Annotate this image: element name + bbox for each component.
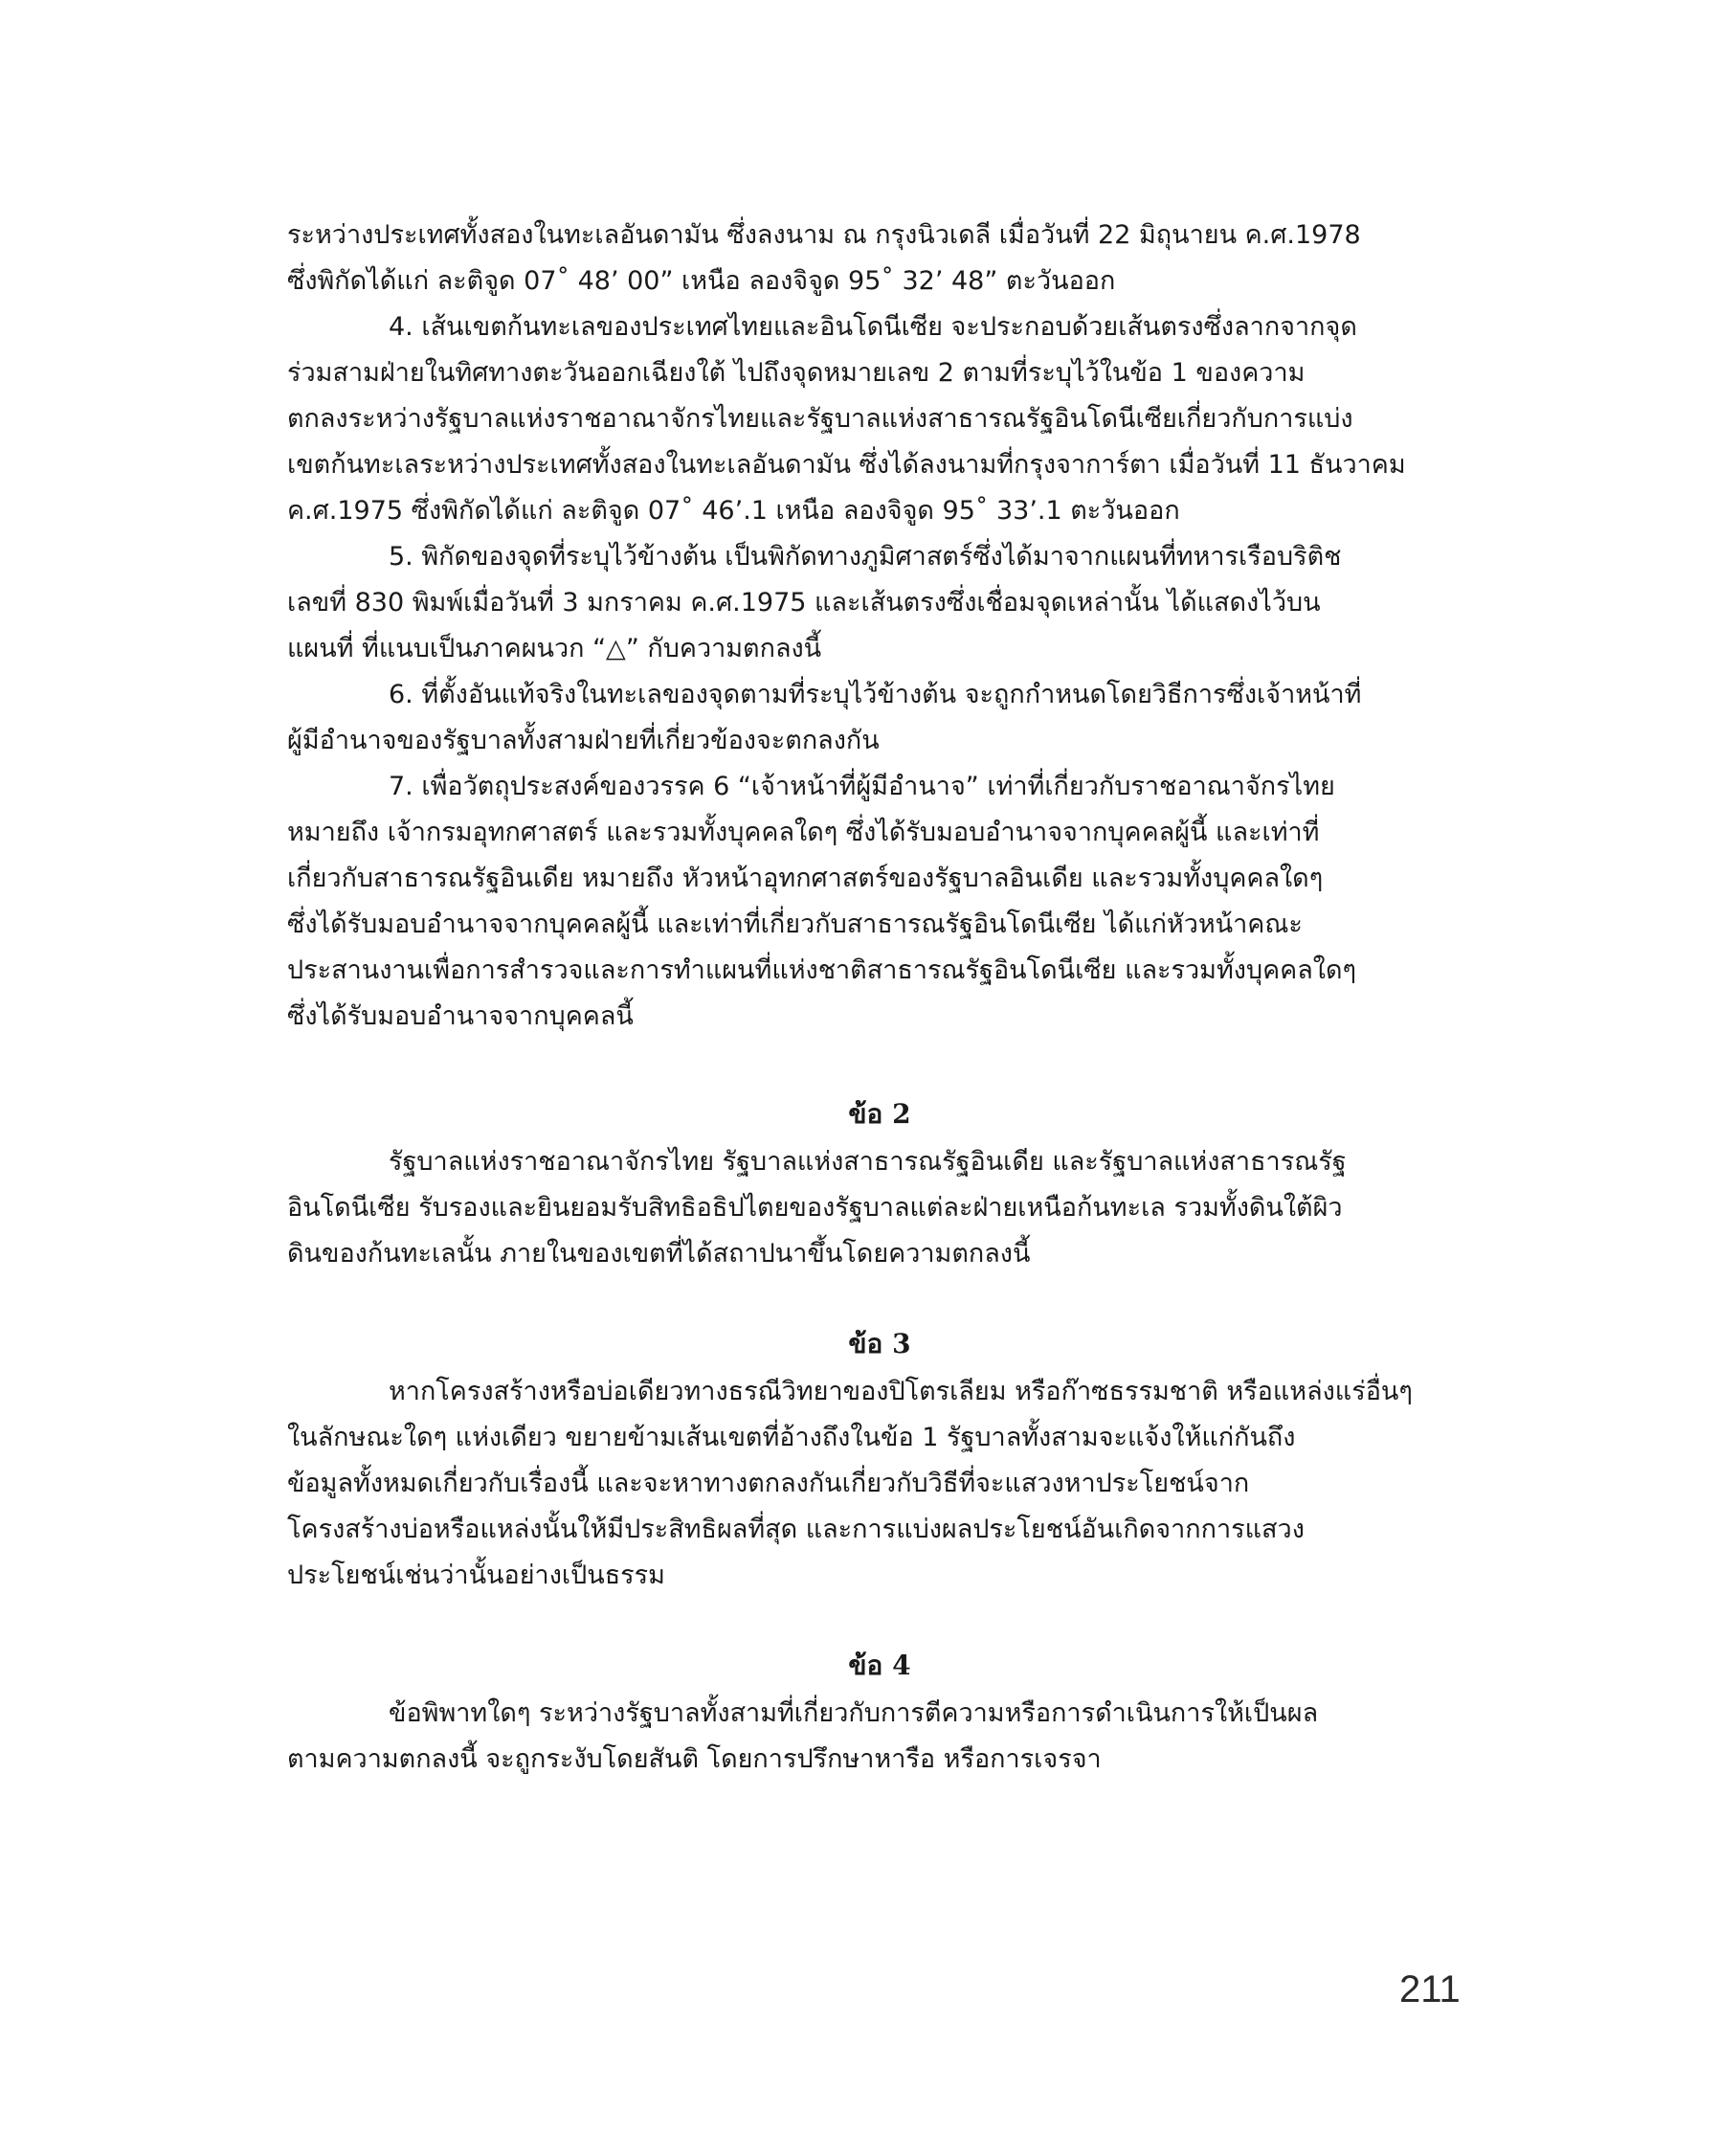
paragraph-7 [287, 764, 1472, 1040]
text-line: เกี่ยวกับสาธารณรัฐอินเดีย หมายถึง หัวหน้าอุทกศาสตร์ของรัฐบาลอินเดีย และรวมทั้งบุคคลใดๆ [287, 864, 1324, 893]
text-line: ระหว่างประเทศทั้งสองในทะเลอันดามัน ซึ่งลงนาม ณ กรุงนิวเดลี เมื่อวันที่ 22 มิถุนายน ค.ศ.1978 [287, 220, 1361, 250]
text-line: ข้อมูลทั้งหมดเกี่ยวกับเรื่องนี้ และจะหาทางตกลงกันเกี่ยวกับวิธีที่จะแสวงหาประโยชน์จาก [287, 1469, 1250, 1498]
paragraph-5 [287, 534, 1472, 672]
text-line: ประโยชน์เช่นว่านั้นอย่างเป็นธรรม [287, 1561, 665, 1590]
text-line: โครงสร้างบ่อหรือแหล่งนั้นให้มีประสิทธิผลที่สุด และการแบ่งผลประโยชน์อันเกิดจากการแสวง [287, 1515, 1305, 1544]
article-4-heading: ข้อ 4 [848, 1650, 911, 1681]
paragraph-4 [287, 304, 1472, 534]
article-2-paragraph [287, 1139, 1472, 1277]
text-line: หากโครงสร้างหรือบ่อเดียวทางธรณีวิทยาของปิโตรเลียม หรือก๊าซธรรมชาติ หรือแหล่งแร่อื่นๆ [389, 1377, 1413, 1406]
text-line: เขตก้นทะเลระหว่างประเทศทั้งสองในทะเลอันดามัน ซึ่งได้ลงนามที่กรุงจาการ์ตา เมื่อวันที่ 11 ธันวาคม [287, 450, 1406, 480]
text-line: เลขที่ 830 พิมพ์เมื่อวันที่ 3 มกราคม ค.ศ.1975 และเส้นตรงซึ่งเชื่อมจุดเหล่านั้น ได้แสดงไว้บน [287, 588, 1321, 618]
text-line: ตามความตกลงนี้ จะถูกระงับโดยสันติ โดยการปรึกษาหารือ หรือการเจรจา [287, 1744, 1102, 1774]
text-line: ค.ศ.1975 ซึ่งพิกัดได้แก่ ละติจูด 07˚ 46’.1 เหนือ ลองจิจูด 95˚ 33’.1 ตะวันออก [287, 496, 1180, 526]
text-line: ผู้มีอำนาจของรัฐบาลทั้งสามฝ่ายที่เกี่ยวข้องจะตกลงกัน [287, 726, 880, 755]
text-line: ดินของก้นทะเลนั้น ภายในของเขตที่ได้สถาปนาขึ้นโดยความตกลงนี้ [287, 1239, 1031, 1269]
article-3-paragraph [287, 1369, 1472, 1599]
text-line: รัฐบาลแห่งราชอาณาจักรไทย รัฐบาลแห่งสาธารณรัฐอินเดีย และรัฐบาลแห่งสาธารณรัฐ [389, 1147, 1347, 1177]
text-line: ประสานงานเพื่อการสำรวจและการทำแผนที่แห่งชาติสาธารณรัฐอินโดนีเซีย และรวมทั้งบุคคลใดๆ [287, 955, 1356, 985]
article-4-paragraph [287, 1691, 1472, 1783]
article-3-heading: ข้อ 3 [848, 1328, 911, 1359]
text-line: ซึ่งพิกัดได้แก่ ละติจูด 07˚ 48’ 00” เหนือ ลองจิจูด 95˚ 32’ 48” ตะวันออก [287, 266, 1116, 296]
page-number: 211 [1399, 1968, 1461, 2010]
text-line: 6. ที่ตั้งอันแท้จริงในทะเลของจุดตามที่ระบุไว้ข้างต้น จะถูกกำหนดโดยวิธีการซึ่งเจ้าหน้าที่ [389, 680, 1362, 709]
text-line: แผนที่ ที่แนบเป็นภาคผนวก “△” กับความตกลงนี้ [287, 634, 822, 663]
intro-paragraph [287, 213, 1472, 304]
text-line: ตกลงระหว่างรัฐบาลแห่งราชอาณาจักรไทยและรัฐบาลแห่งสาธารณรัฐอินโดนีเซียเกี่ยวกับการแบ่ง [287, 404, 1353, 434]
text-line: 7. เพื่อวัตถุประสงค์ของวรรค 6 “เจ้าหน้าที่ผู้มีอำนาจ” เท่าที่เกี่ยวกับราชอาณาจักรไทย [389, 772, 1335, 801]
text-line: 4. เส้นเขตก้นทะเลของประเทศไทยและอินโดนีเซีย จะประกอบด้วยเส้นตรงซึ่งลากจากจุด [389, 312, 1357, 342]
article-2-heading: ข้อ 2 [848, 1098, 911, 1130]
text-line: ในลักษณะใดๆ แห่งเดียว ขยายข้ามเส้นเขตที่อ้างถึงในข้อ 1 รัฐบาลทั้งสามจะแจ้งให้แก่กันถึง [287, 1423, 1296, 1452]
paragraph-6 [287, 672, 1472, 764]
text-line: อินโดนีเซีย รับรองและยินยอมรับสิทธิอธิปไตยของรัฐบาลแต่ละฝ่ายเหนือก้นทะเล รวมทั้งดินใต้ผิว [287, 1193, 1343, 1223]
text-line: ร่วมสามฝ่ายในทิศทางตะวันออกเฉียงใต้ ไปถึงจุดหมายเลข 2 ตามที่ระบุไว้ในข้อ 1 ของความ [287, 358, 1306, 388]
text-line: หมายถึง เจ้ากรมอุทกศาสตร์ และรวมทั้งบุคคลใดๆ ซึ่งได้รับมอบอำนาจจากบุคคลผู้นี้ และเท่าที่ [287, 818, 1320, 847]
text-line: ซึ่งได้รับมอบอำนาจจากบุคคลนี้ [287, 1001, 634, 1031]
text-line: ซึ่งได้รับมอบอำนาจจากบุคคลผู้นี้ และเท่าที่เกี่ยวกับสาธารณรัฐอินโดนีเซีย ได้แก่หัวหน้าคณะ [287, 910, 1303, 939]
text-line: 5. พิกัดของจุดที่ระบุไว้ข้างต้น เป็นพิกัดทางภูมิศาสตร์ซึ่งได้มาจากแผนที่ทหารเรือบริติช [389, 542, 1342, 572]
text-line: ข้อพิพาทใดๆ ระหว่างรัฐบาลทั้งสามที่เกี่ยวกับการตีความหรือการดำเนินการให้เป็นผล [389, 1698, 1319, 1728]
